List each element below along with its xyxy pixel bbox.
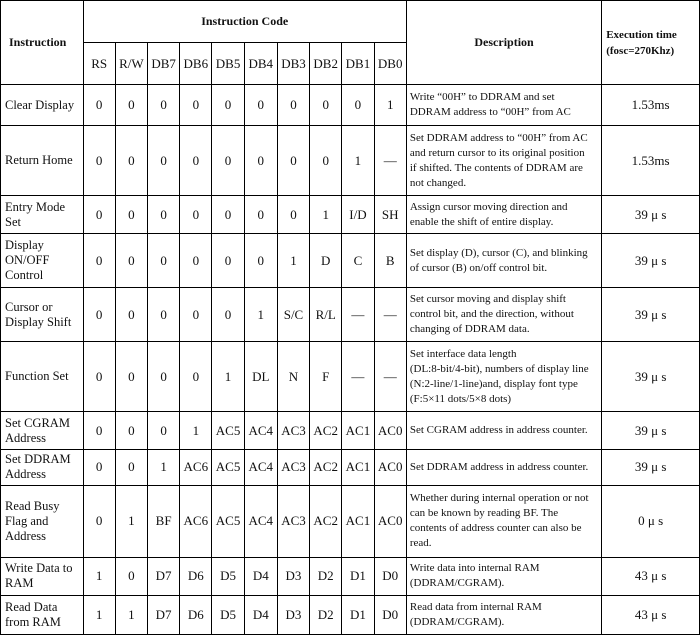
instruction-name-line: Address bbox=[5, 430, 46, 445]
bit-cell: AC3 bbox=[277, 485, 309, 557]
description-line: and return cursor to its original position bbox=[409, 146, 585, 159]
instruction-name-line: Set DDRAM bbox=[5, 452, 71, 467]
header-bit-db4: DB4 bbox=[244, 43, 277, 85]
bit-cell: 0 bbox=[148, 342, 180, 412]
bit-cell: 0 bbox=[83, 85, 115, 126]
bit-cell: — bbox=[342, 287, 374, 342]
instruction-name bbox=[1, 449, 84, 485]
bit-cell: — bbox=[374, 342, 406, 412]
bit-cell: 0 bbox=[277, 126, 309, 196]
bit-cell: I/D bbox=[342, 196, 374, 234]
bit-cell: 0 bbox=[115, 234, 147, 288]
bit-cell: 0 bbox=[115, 126, 147, 196]
bit-cell: 0 bbox=[83, 196, 115, 234]
bit-cell: R/L bbox=[310, 287, 342, 342]
header-execution-time-line1: Execution time bbox=[606, 28, 677, 41]
instruction-name-line: Read Data bbox=[5, 599, 58, 614]
description-cell bbox=[406, 557, 601, 595]
instruction-name bbox=[1, 234, 84, 288]
instruction-name bbox=[1, 342, 84, 412]
bit-cell: — bbox=[374, 287, 406, 342]
bit-cell: 0 bbox=[148, 85, 180, 126]
bit-cell: AC5 bbox=[212, 449, 244, 485]
instruction-name-line: Display Shift bbox=[5, 314, 72, 329]
instruction-name-line: Set bbox=[5, 214, 21, 229]
description-line: of cursor (B) on/off control bit. bbox=[409, 261, 548, 274]
instruction-name bbox=[1, 126, 84, 196]
header-instruction-code: Instruction Code bbox=[83, 1, 406, 43]
instruction-name-line: Cursor or bbox=[5, 299, 53, 314]
description-line: DDRAM address to “00H” from AC bbox=[409, 106, 571, 119]
bit-cell: AC4 bbox=[244, 485, 277, 557]
bit-cell: AC1 bbox=[342, 412, 374, 449]
bit-cell: AC5 bbox=[212, 412, 244, 449]
table-row bbox=[1, 485, 700, 557]
instruction-name bbox=[1, 412, 84, 449]
bit-cell: BF bbox=[148, 485, 180, 557]
header-bit-rs: RS bbox=[83, 43, 115, 85]
bit-cell: 1 bbox=[212, 342, 244, 412]
description-line: (N:2-line/1-line)and, display font type bbox=[409, 377, 578, 390]
bit-cell: 0 bbox=[115, 85, 147, 126]
bit-cell: 0 bbox=[115, 196, 147, 234]
header-bit-db3: DB3 bbox=[277, 43, 309, 85]
instruction-name-line: Address bbox=[5, 467, 46, 482]
instruction-name-line: Flag and bbox=[5, 513, 49, 528]
description-line: Set CGRAM address in address counter. bbox=[409, 424, 588, 436]
bit-cell: 0 bbox=[83, 449, 115, 485]
bit-cell: D2 bbox=[310, 557, 342, 595]
execution-time-cell: 43 μ s bbox=[602, 557, 700, 595]
bit-cell: AC6 bbox=[180, 485, 212, 557]
instruction-name bbox=[1, 485, 84, 557]
bit-cell: 0 bbox=[244, 126, 277, 196]
description-line: control bit, and the direction, without bbox=[409, 308, 574, 321]
bit-cell: 0 bbox=[83, 287, 115, 342]
bit-cell: 0 bbox=[115, 342, 147, 412]
description-cell bbox=[406, 85, 601, 126]
bit-cell: D4 bbox=[244, 557, 277, 595]
description-line: not changed. bbox=[409, 176, 467, 189]
bit-cell: 0 bbox=[83, 412, 115, 449]
bit-cell: 1 bbox=[83, 595, 115, 634]
bit-cell: 0 bbox=[342, 85, 374, 126]
description-line: Set DDRAM address in address counter. bbox=[409, 460, 589, 473]
bit-cell: AC1 bbox=[342, 485, 374, 557]
description-cell bbox=[406, 196, 601, 234]
bit-cell: 1 bbox=[115, 485, 147, 557]
description-line: contents of address counter can also be bbox=[409, 522, 582, 535]
bit-cell: AC0 bbox=[374, 412, 406, 449]
description-cell bbox=[406, 449, 601, 485]
bit-cell: 0 bbox=[212, 85, 244, 126]
bit-cell: 0 bbox=[212, 196, 244, 234]
table-row bbox=[1, 234, 700, 288]
bit-cell: 0 bbox=[212, 126, 244, 196]
bit-cell: 0 bbox=[83, 342, 115, 412]
instruction-name-line: ON/OFF bbox=[5, 253, 50, 268]
bit-cell: 0 bbox=[115, 412, 147, 449]
description-line: changing of DDRAM data. bbox=[409, 323, 530, 336]
bit-cell: AC4 bbox=[244, 449, 277, 485]
instruction-name bbox=[1, 85, 84, 126]
bit-cell: 0 bbox=[148, 287, 180, 342]
bit-cell: AC0 bbox=[374, 485, 406, 557]
bit-cell: 1 bbox=[342, 126, 374, 196]
bit-cell: 1 bbox=[310, 196, 342, 234]
bit-cell: 0 bbox=[180, 85, 212, 126]
bit-cell: D1 bbox=[342, 595, 374, 634]
header-bit-db2: DB2 bbox=[310, 43, 342, 85]
description-line: Read data from internal RAM bbox=[409, 600, 542, 613]
table-row bbox=[1, 287, 700, 342]
bit-cell: 1 bbox=[115, 595, 147, 634]
description-line: (DL:8-bit/4-bit), numbers of display line bbox=[409, 362, 589, 375]
bit-cell: AC1 bbox=[342, 449, 374, 485]
bit-cell: D1 bbox=[342, 557, 374, 595]
bit-cell: 0 bbox=[83, 234, 115, 288]
instruction-name bbox=[1, 557, 84, 595]
instruction-name-line: Function Set bbox=[5, 369, 69, 384]
bit-cell: — bbox=[374, 126, 406, 196]
execution-time-cell: 0 μ s bbox=[602, 485, 700, 557]
bit-cell: 0 bbox=[148, 412, 180, 449]
instruction-name-line: RAM bbox=[5, 576, 34, 591]
bit-cell: N bbox=[277, 342, 309, 412]
execution-time-cell: 39 μ s bbox=[602, 342, 700, 412]
description-cell bbox=[406, 287, 601, 342]
bit-cell: D4 bbox=[244, 595, 277, 634]
bit-cell: AC3 bbox=[277, 449, 309, 485]
description-line: Set display (D), cursor (C), and blinking bbox=[409, 246, 588, 259]
bit-cell: 0 bbox=[148, 126, 180, 196]
instruction-name-line: Read Busy bbox=[5, 498, 60, 513]
header-bit-db6: DB6 bbox=[180, 43, 212, 85]
bit-cell: 0 bbox=[310, 85, 342, 126]
header-bit-db5: DB5 bbox=[212, 43, 244, 85]
bit-cell: D7 bbox=[148, 595, 180, 634]
instruction-name-line: Entry Mode bbox=[5, 199, 66, 214]
instruction-name-line: Address bbox=[5, 528, 46, 543]
bit-cell: AC5 bbox=[212, 485, 244, 557]
bit-cell: 0 bbox=[148, 234, 180, 288]
bit-cell: 0 bbox=[180, 126, 212, 196]
instruction-name-line: Clear Display bbox=[5, 97, 75, 112]
execution-time-cell: 43 μ s bbox=[602, 595, 700, 634]
description-line: can be known by reading BF. The bbox=[409, 507, 559, 520]
execution-time-cell: 39 μ s bbox=[602, 234, 700, 288]
bit-cell: 0 bbox=[115, 449, 147, 485]
description-line: Whether during internal operation or not bbox=[409, 492, 589, 505]
table-row bbox=[1, 85, 700, 126]
header-instruction: Instruction bbox=[1, 1, 84, 85]
header-bit-db0: DB0 bbox=[374, 43, 406, 85]
bit-cell: 0 bbox=[115, 557, 147, 595]
bit-cell: 0 bbox=[180, 342, 212, 412]
description-cell bbox=[406, 485, 601, 557]
bit-cell: D7 bbox=[148, 557, 180, 595]
description-line: (DDRAM/CGRAM). bbox=[409, 577, 505, 590]
bit-cell: 1 bbox=[148, 449, 180, 485]
bit-cell: 1 bbox=[83, 557, 115, 595]
bit-cell: 0 bbox=[115, 287, 147, 342]
instruction-name-line: Return Home bbox=[5, 153, 73, 168]
bit-cell: D6 bbox=[180, 557, 212, 595]
table-row bbox=[1, 449, 700, 485]
description-line: (DDRAM/CGRAM). bbox=[409, 615, 505, 628]
bit-cell: D3 bbox=[277, 557, 309, 595]
table-row bbox=[1, 196, 700, 234]
bit-cell: 0 bbox=[244, 85, 277, 126]
bit-cell: 1 bbox=[277, 234, 309, 288]
bit-cell: AC3 bbox=[277, 412, 309, 449]
description-cell bbox=[406, 412, 601, 449]
bit-cell: SH bbox=[374, 196, 406, 234]
header-bit-db1: DB1 bbox=[342, 43, 374, 85]
bit-cell: 1 bbox=[374, 85, 406, 126]
description-line: Assign cursor moving direction and bbox=[409, 200, 568, 213]
execution-time-cell: 39 μ s bbox=[602, 449, 700, 485]
bit-cell: 1 bbox=[180, 412, 212, 449]
execution-time-cell: 39 μ s bbox=[602, 196, 700, 234]
description-line: Set DDRAM address to “00H” from AC bbox=[409, 131, 588, 144]
table-row bbox=[1, 342, 700, 412]
bit-cell: 0 bbox=[244, 196, 277, 234]
bit-cell: D5 bbox=[212, 557, 244, 595]
bit-cell: S/C bbox=[277, 287, 309, 342]
bit-cell: AC4 bbox=[244, 412, 277, 449]
instruction-name-line: Set CGRAM bbox=[5, 415, 70, 430]
bit-cell: AC0 bbox=[374, 449, 406, 485]
bit-cell: 0 bbox=[83, 126, 115, 196]
description-cell bbox=[406, 342, 601, 412]
bit-cell: 0 bbox=[83, 485, 115, 557]
bit-cell: AC2 bbox=[310, 449, 342, 485]
bit-cell: B bbox=[374, 234, 406, 288]
description-cell bbox=[406, 234, 601, 288]
bit-cell: 0 bbox=[148, 196, 180, 234]
execution-time-cell: 1.53ms bbox=[602, 85, 700, 126]
instruction-name-line: Control bbox=[5, 268, 44, 283]
header-execution-time-line2: (fosc=270Khz) bbox=[606, 44, 675, 57]
header-description: Description bbox=[406, 1, 601, 85]
bit-cell: 0 bbox=[180, 196, 212, 234]
description-line: Set cursor moving and display shift bbox=[409, 293, 566, 306]
header-execution-time bbox=[602, 1, 700, 85]
description-cell bbox=[406, 126, 601, 196]
execution-time-cell: 1.53ms bbox=[602, 126, 700, 196]
description-line: Write “00H” to DDRAM and set bbox=[409, 91, 555, 104]
bit-cell: 0 bbox=[180, 287, 212, 342]
header-bit-db7: DB7 bbox=[148, 43, 180, 85]
instruction-name bbox=[1, 595, 84, 634]
table-row bbox=[1, 126, 700, 196]
description-line: Write data into internal RAM bbox=[409, 562, 540, 575]
bit-cell: DL bbox=[244, 342, 277, 412]
bit-cell: — bbox=[342, 342, 374, 412]
bit-cell: AC2 bbox=[310, 412, 342, 449]
table-row bbox=[1, 595, 700, 634]
execution-time-cell: 39 μ s bbox=[602, 412, 700, 449]
bit-cell: 0 bbox=[277, 85, 309, 126]
execution-time-cell: 39 μ s bbox=[602, 287, 700, 342]
instruction-name-line: Write Data to bbox=[5, 561, 73, 576]
description-line: if shifted. The contents of DDRAM are bbox=[409, 161, 583, 174]
description-line: Set interface data length bbox=[409, 347, 517, 360]
bit-cell: D5 bbox=[212, 595, 244, 634]
bit-cell: D2 bbox=[310, 595, 342, 634]
bit-cell: D3 bbox=[277, 595, 309, 634]
instruction-name-line: from RAM bbox=[5, 614, 61, 629]
bit-cell: 0 bbox=[212, 234, 244, 288]
bit-cell: D6 bbox=[180, 595, 212, 634]
bit-cell: D0 bbox=[374, 595, 406, 634]
description-cell bbox=[406, 595, 601, 634]
instruction-name bbox=[1, 196, 84, 234]
description-line: (F:5×11 dots/5×8 dots) bbox=[409, 392, 512, 405]
table-row bbox=[1, 557, 700, 595]
header-bit-rw: R/W bbox=[115, 43, 147, 85]
bit-cell: AC2 bbox=[310, 485, 342, 557]
bit-cell: D bbox=[310, 234, 342, 288]
description-line: read. bbox=[409, 537, 432, 550]
bit-cell: 0 bbox=[212, 287, 244, 342]
bit-cell: D0 bbox=[374, 557, 406, 595]
bit-cell: F bbox=[310, 342, 342, 412]
bit-cell: 0 bbox=[180, 234, 212, 288]
bit-cell: AC6 bbox=[180, 449, 212, 485]
description-line: enable the shift of entire display. bbox=[409, 215, 554, 228]
bit-cell: 1 bbox=[244, 287, 277, 342]
bit-cell: 0 bbox=[244, 234, 277, 288]
table-row bbox=[1, 412, 700, 449]
bit-cell: 0 bbox=[310, 126, 342, 196]
instruction-name-line: Display bbox=[5, 238, 44, 253]
bit-cell: 0 bbox=[277, 196, 309, 234]
instruction-name bbox=[1, 287, 84, 342]
bit-cell: C bbox=[342, 234, 374, 288]
